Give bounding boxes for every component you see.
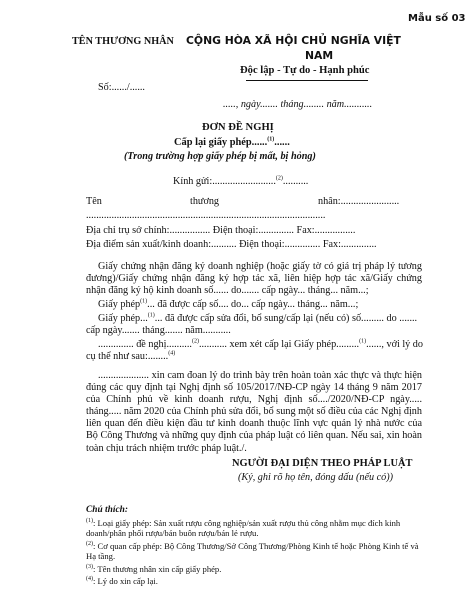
- document-subtitle: Cấp lại giấy phép......$^{(1)}$......: [174, 136, 290, 148]
- license-amended-date-line: cấp ngày....... tháng....... năm...........: [86, 325, 231, 336]
- nation-heading-line2: NAM: [305, 49, 334, 62]
- note-3: $^{(3)}$: Tên thương nhân xin cấp giấy phép.: [86, 564, 222, 574]
- head-office-address-line: Địa chỉ trụ sở chính:................ Điện thoại:.............. Fax:................: [86, 225, 356, 236]
- signature-title: NGƯỜI ĐẠI DIỆN THEO PHÁP LUẬT: [232, 458, 413, 469]
- merchant-name-field: nhân:.......................: [318, 196, 400, 207]
- note-1: $^{(1)}$: Loại giấy phép: Sản xuất rượu công nghiệp/sản xuất rượu thủ công nhằm mục đích kinh doanh/phân phối rượu/bán buôn rượu/bán lẻ rượu.: [86, 518, 401, 539]
- merchant-name-heading: TÊN THƯƠNG NHÂN: [72, 36, 174, 47]
- signature-note: (Ký, ghi rõ họ tên, đóng dấu (nếu có)): [238, 472, 394, 483]
- nation-heading-line1: CỘNG HÒA XÃ HỘI CHỦ NGHĨA VIỆT: [186, 34, 401, 47]
- document-number: Số:....../......: [98, 82, 145, 93]
- note-2: $^{(2)}$: Cơ quan cấp phép: Bộ Công Thương/Sở Công Thương/Phòng Kinh tế hoặc Phòng Kinh tế và Hạ tầng.: [86, 541, 419, 562]
- merchant-name-dots: ..............................................................................................: [86, 210, 326, 221]
- recipient-line: Kính gửi:.........................$^{(2)}$..........: [173, 175, 309, 187]
- license-issued-line: Giấy phép$^{(1)}$... đã được cấp số.... do... cấp ngày... tháng... năm...;: [98, 298, 359, 310]
- merchant-name-label-1: Tên: [86, 196, 102, 207]
- document-title: ĐƠN ĐỀ NGHỊ: [202, 122, 274, 133]
- notes-heading: Chú thích:: [86, 505, 128, 515]
- request-reason-line: cụ thể như sau:........$^{(4)}$: [86, 350, 176, 362]
- note-4: $^{(4)}$: Lý do xin cấp lại.: [86, 576, 158, 586]
- request-line: .............. đề nghị..........$^{(2)}$........... xem xét cấp lại Giấy phép.........$^{(1)}$......, với lý do: [98, 338, 423, 350]
- form-number: Mẫu số 03: [408, 13, 466, 24]
- document-date: ....., ngày....... tháng........ năm...........: [223, 99, 373, 110]
- license-amended-line: Giấy phép...$^{(1)}$... đã được cấp sửa đổi, bổ sung/cấp lại (nếu có) số......... do .......: [98, 312, 418, 324]
- motto: Độc lập - Tự do - Hạnh phúc: [240, 65, 370, 76]
- business-location-line: Địa điểm sản xuất/kinh doanh:.......... Điện thoại:.............. Fax:..............: [86, 239, 377, 250]
- document-subtitle-note: (Trong trường hợp giấy phép bị mất, bị hỏng): [124, 151, 316, 162]
- merchant-name-label-2: thương: [190, 196, 220, 207]
- business-registration-paragraph: Giấy chứng nhận đăng ký doanh nghiệp (hoặc giấy tờ có giá trị pháp lý tương đương)/Giấy chứng nhận đăng ký hợp tác xã, liên hiệp hợp tác xã/Giấy chứng nhận đăng ký hộ kinh doanh số...... do....... cấp ngày... tháng... năm...;: [86, 261, 422, 297]
- commitment-paragraph: .................... xin cam đoan lý do trình bày trên hoàn toàn xác thực và thực hiện đúng các quy định tại Nghị định số 105/2017/NĐ-CP ngày 14 tháng 9 năm 2017 của Chính phủ về kinh doanh rượu, Nghị định số..../2020/NĐ-CP ngày..... tháng..... năm 2020 của Chính phủ sửa đổi, bổ sung một số điều của các Nghị định liên quan đến điều kiện đầu tư kinh doanh thuộc lĩnh vực quản lý nhà nước của Bộ Công Thương và những quy định của pháp luật có liên quan. Nếu sai, xin hoàn toàn chịu trách nhiệm trước pháp luật./.: [86, 370, 422, 454]
- motto-underline: [246, 80, 368, 81]
